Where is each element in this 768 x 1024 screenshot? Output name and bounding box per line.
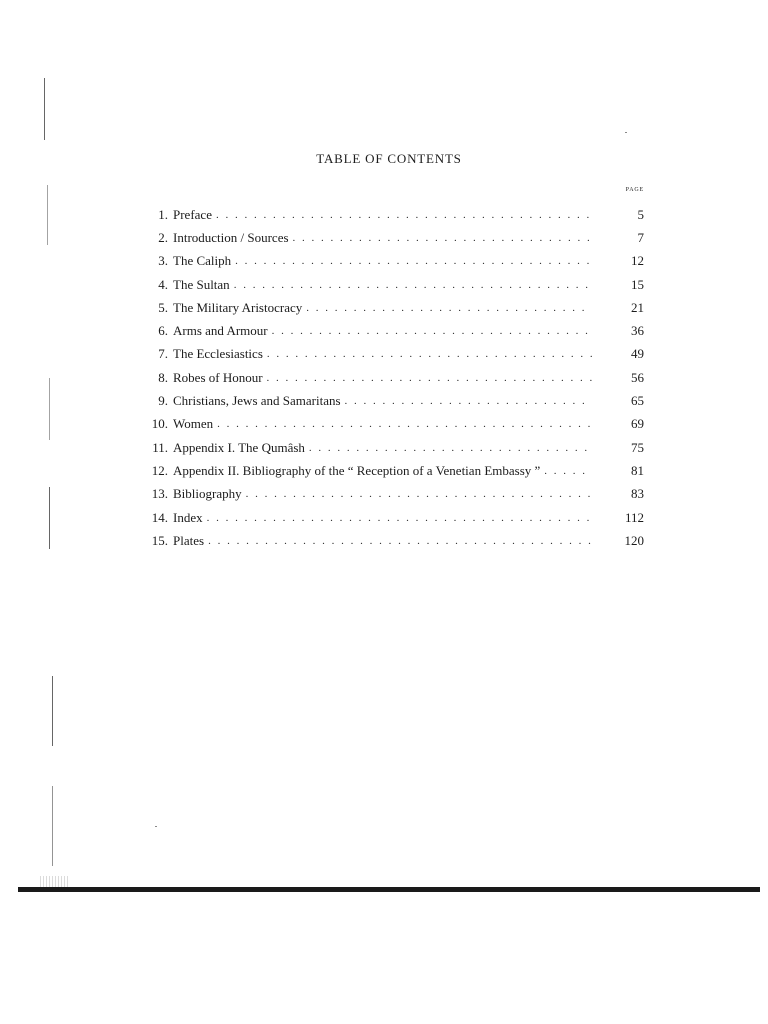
toc-entry-title: Bibliography bbox=[173, 486, 242, 502]
toc-dot-leader bbox=[267, 372, 592, 384]
page-column-heading: PAGE bbox=[625, 187, 644, 193]
toc-entry bbox=[130, 226, 644, 249]
scan-artifact bbox=[52, 676, 53, 746]
toc-dot-leader bbox=[235, 255, 592, 267]
toc-dot-leader bbox=[234, 279, 592, 291]
toc-dot-leader bbox=[217, 418, 592, 430]
toc-entry-page: 75 bbox=[631, 439, 644, 455]
toc-dot-leader bbox=[293, 232, 592, 244]
toc-entry-page: 112 bbox=[624, 509, 644, 525]
toc-entry bbox=[130, 413, 644, 436]
toc-entry bbox=[130, 250, 644, 273]
table-of-contents bbox=[130, 203, 644, 552]
toc-entry bbox=[130, 296, 644, 319]
toc-entry-page: 56 bbox=[631, 369, 644, 385]
toc-dot-leader bbox=[246, 488, 592, 500]
toc-entry-page: 120 bbox=[624, 532, 644, 548]
toc-entry bbox=[130, 529, 644, 552]
toc-entry-title: Preface bbox=[173, 206, 212, 222]
scan-speck bbox=[155, 826, 157, 827]
toc-entry-page: 81 bbox=[631, 462, 644, 478]
toc-entry-number: 6. bbox=[158, 323, 168, 339]
toc-entry bbox=[130, 436, 644, 459]
toc-entry-title: Women bbox=[173, 416, 214, 432]
scan-artifact bbox=[49, 487, 50, 549]
toc-entry bbox=[130, 273, 644, 296]
toc-dot-leader bbox=[208, 535, 592, 547]
toc-entry-title: Plates bbox=[173, 532, 205, 548]
toc-entry-title: The Caliph bbox=[173, 253, 232, 269]
toc-entry-page: 12 bbox=[631, 253, 644, 269]
toc-entry bbox=[130, 319, 644, 342]
toc-entry-number: 7. bbox=[158, 346, 168, 362]
toc-entry-number: 14. bbox=[151, 509, 168, 525]
toc-entry bbox=[130, 459, 644, 482]
horizontal-rule bbox=[18, 887, 760, 892]
toc-entry-page: 15 bbox=[631, 276, 644, 292]
toc-entry bbox=[130, 389, 644, 412]
toc-entry-title: Index bbox=[173, 509, 203, 525]
scan-artifact bbox=[49, 378, 50, 440]
toc-entry bbox=[130, 506, 644, 529]
toc-dot-leader bbox=[216, 209, 592, 221]
toc-dot-leader bbox=[309, 442, 592, 454]
toc-entry-number: 3. bbox=[158, 253, 168, 269]
toc-dot-leader bbox=[345, 395, 592, 407]
toc-dot-leader bbox=[267, 348, 592, 360]
toc-entry bbox=[130, 483, 644, 506]
toc-entry-title: Appendix I. The Qumâsh bbox=[173, 439, 305, 455]
toc-entry-number: 8. bbox=[158, 369, 168, 385]
scan-artifact bbox=[47, 185, 48, 245]
toc-entry-page: 69 bbox=[631, 416, 644, 432]
toc-entry-title: Introduction / Sources bbox=[173, 229, 289, 245]
toc-entry-title: The Military Aristocracy bbox=[173, 299, 303, 315]
toc-entry bbox=[130, 366, 644, 389]
scan-artifact bbox=[44, 78, 45, 140]
toc-entry-title: Christians, Jews and Samaritans bbox=[173, 393, 341, 409]
toc-entry-title: Robes of Honour bbox=[173, 369, 263, 385]
toc-entry-number: 1. bbox=[158, 206, 168, 222]
toc-entry-page: 36 bbox=[631, 323, 644, 339]
toc-entry-number: 13. bbox=[151, 486, 168, 502]
toc-dot-leader bbox=[207, 512, 592, 524]
toc-dot-leader bbox=[272, 325, 592, 337]
scan-artifact bbox=[52, 786, 53, 866]
toc-entry-number: 4. bbox=[158, 276, 168, 292]
toc-entry-number: 11. bbox=[152, 439, 168, 455]
page-title: TABLE OF CONTENTS bbox=[316, 151, 462, 166]
toc-entry-page: 7 bbox=[637, 229, 644, 245]
scan-speck bbox=[625, 132, 627, 133]
toc-entry-page: 65 bbox=[631, 393, 644, 409]
toc-entry-title: Arms and Armour bbox=[173, 323, 268, 339]
toc-entry bbox=[130, 203, 644, 226]
toc-entry-page: 21 bbox=[631, 299, 644, 315]
toc-entry-title: Appendix II. Bibliography of the “ Reception of a Venetian Embassy ” bbox=[173, 462, 541, 478]
toc-entry-title: The Ecclesiastics bbox=[173, 346, 263, 362]
toc-entry-page: 49 bbox=[631, 346, 644, 362]
toc-entry-number: 12. bbox=[151, 462, 168, 478]
toc-entry bbox=[130, 343, 644, 366]
toc-entry-number: 15. bbox=[151, 532, 168, 548]
toc-dot-leader bbox=[306, 302, 592, 314]
toc-entry-number: 10. bbox=[151, 416, 168, 432]
toc-entry-title: The Sultan bbox=[173, 276, 230, 292]
toc-entry-page: 5 bbox=[637, 206, 644, 222]
toc-dot-leader bbox=[544, 465, 592, 477]
toc-entry-number: 2. bbox=[158, 229, 168, 245]
toc-entry-number: 5. bbox=[158, 299, 168, 315]
toc-entry-page: 83 bbox=[631, 486, 644, 502]
toc-entry-number: 9. bbox=[158, 393, 168, 409]
